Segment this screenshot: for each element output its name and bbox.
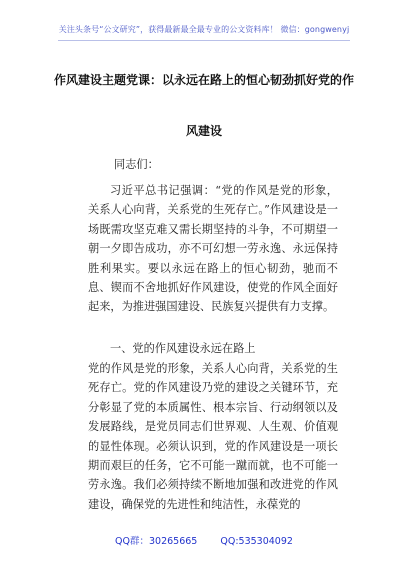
salutation: 同志们： xyxy=(114,158,159,171)
paragraph-intro: 习近平总书记强调：“党的作风是党的形象，关系人心向背，关系党的生死存亡。”作风建设是一场既需攻坚克难又需长期坚持的斗争，不可期望一朝一夕即告成功，亦不可幻想一劳永逸、永远保持胜利果实。要以永远在路上的恒心韧劲，驰而不息、锲而不舍地抓好作风建设，使党的作风全面好起来，为推进强国建设、民族复兴提供有力支撑。 xyxy=(88,184,338,314)
section-heading-1: 一、党的作风建设永远在路上 xyxy=(110,342,256,355)
footer-qq: QQ:535304092 xyxy=(220,536,293,547)
footer-contact xyxy=(0,533,408,547)
paragraph-section-1: 党的作风是党的形象，关系人心向背，关系党的生死存亡。党的作风建设乃党的建设之关键环节，充分彰显了党的本质属性、根本宗旨、行动纲领以及发展路线，是党员同志们世界观、人生观、价值观的显性体现。必须认识到，党的作风建设是一项长期而艰巨的任务，它不可能一蹴而就，也不可能一劳永逸。我们必须持续不断地加强和改进党的作风建设，确保党的先进性和纯洁性，永葆党的 xyxy=(88,362,338,511)
document-title-line-2: 风建设 xyxy=(185,124,222,138)
header-banner: 关注头条号“公文研究”，获得最新最全最专业的公文资料库！ 微信：gongwenyj xyxy=(58,25,350,34)
header-divider xyxy=(58,40,350,41)
document-title-line-1: 作风建设主题党课：以永远在路上的恒心韧劲抓好党的作 xyxy=(53,73,354,87)
footer-qq-group: QQ群：30265665 xyxy=(115,536,198,547)
